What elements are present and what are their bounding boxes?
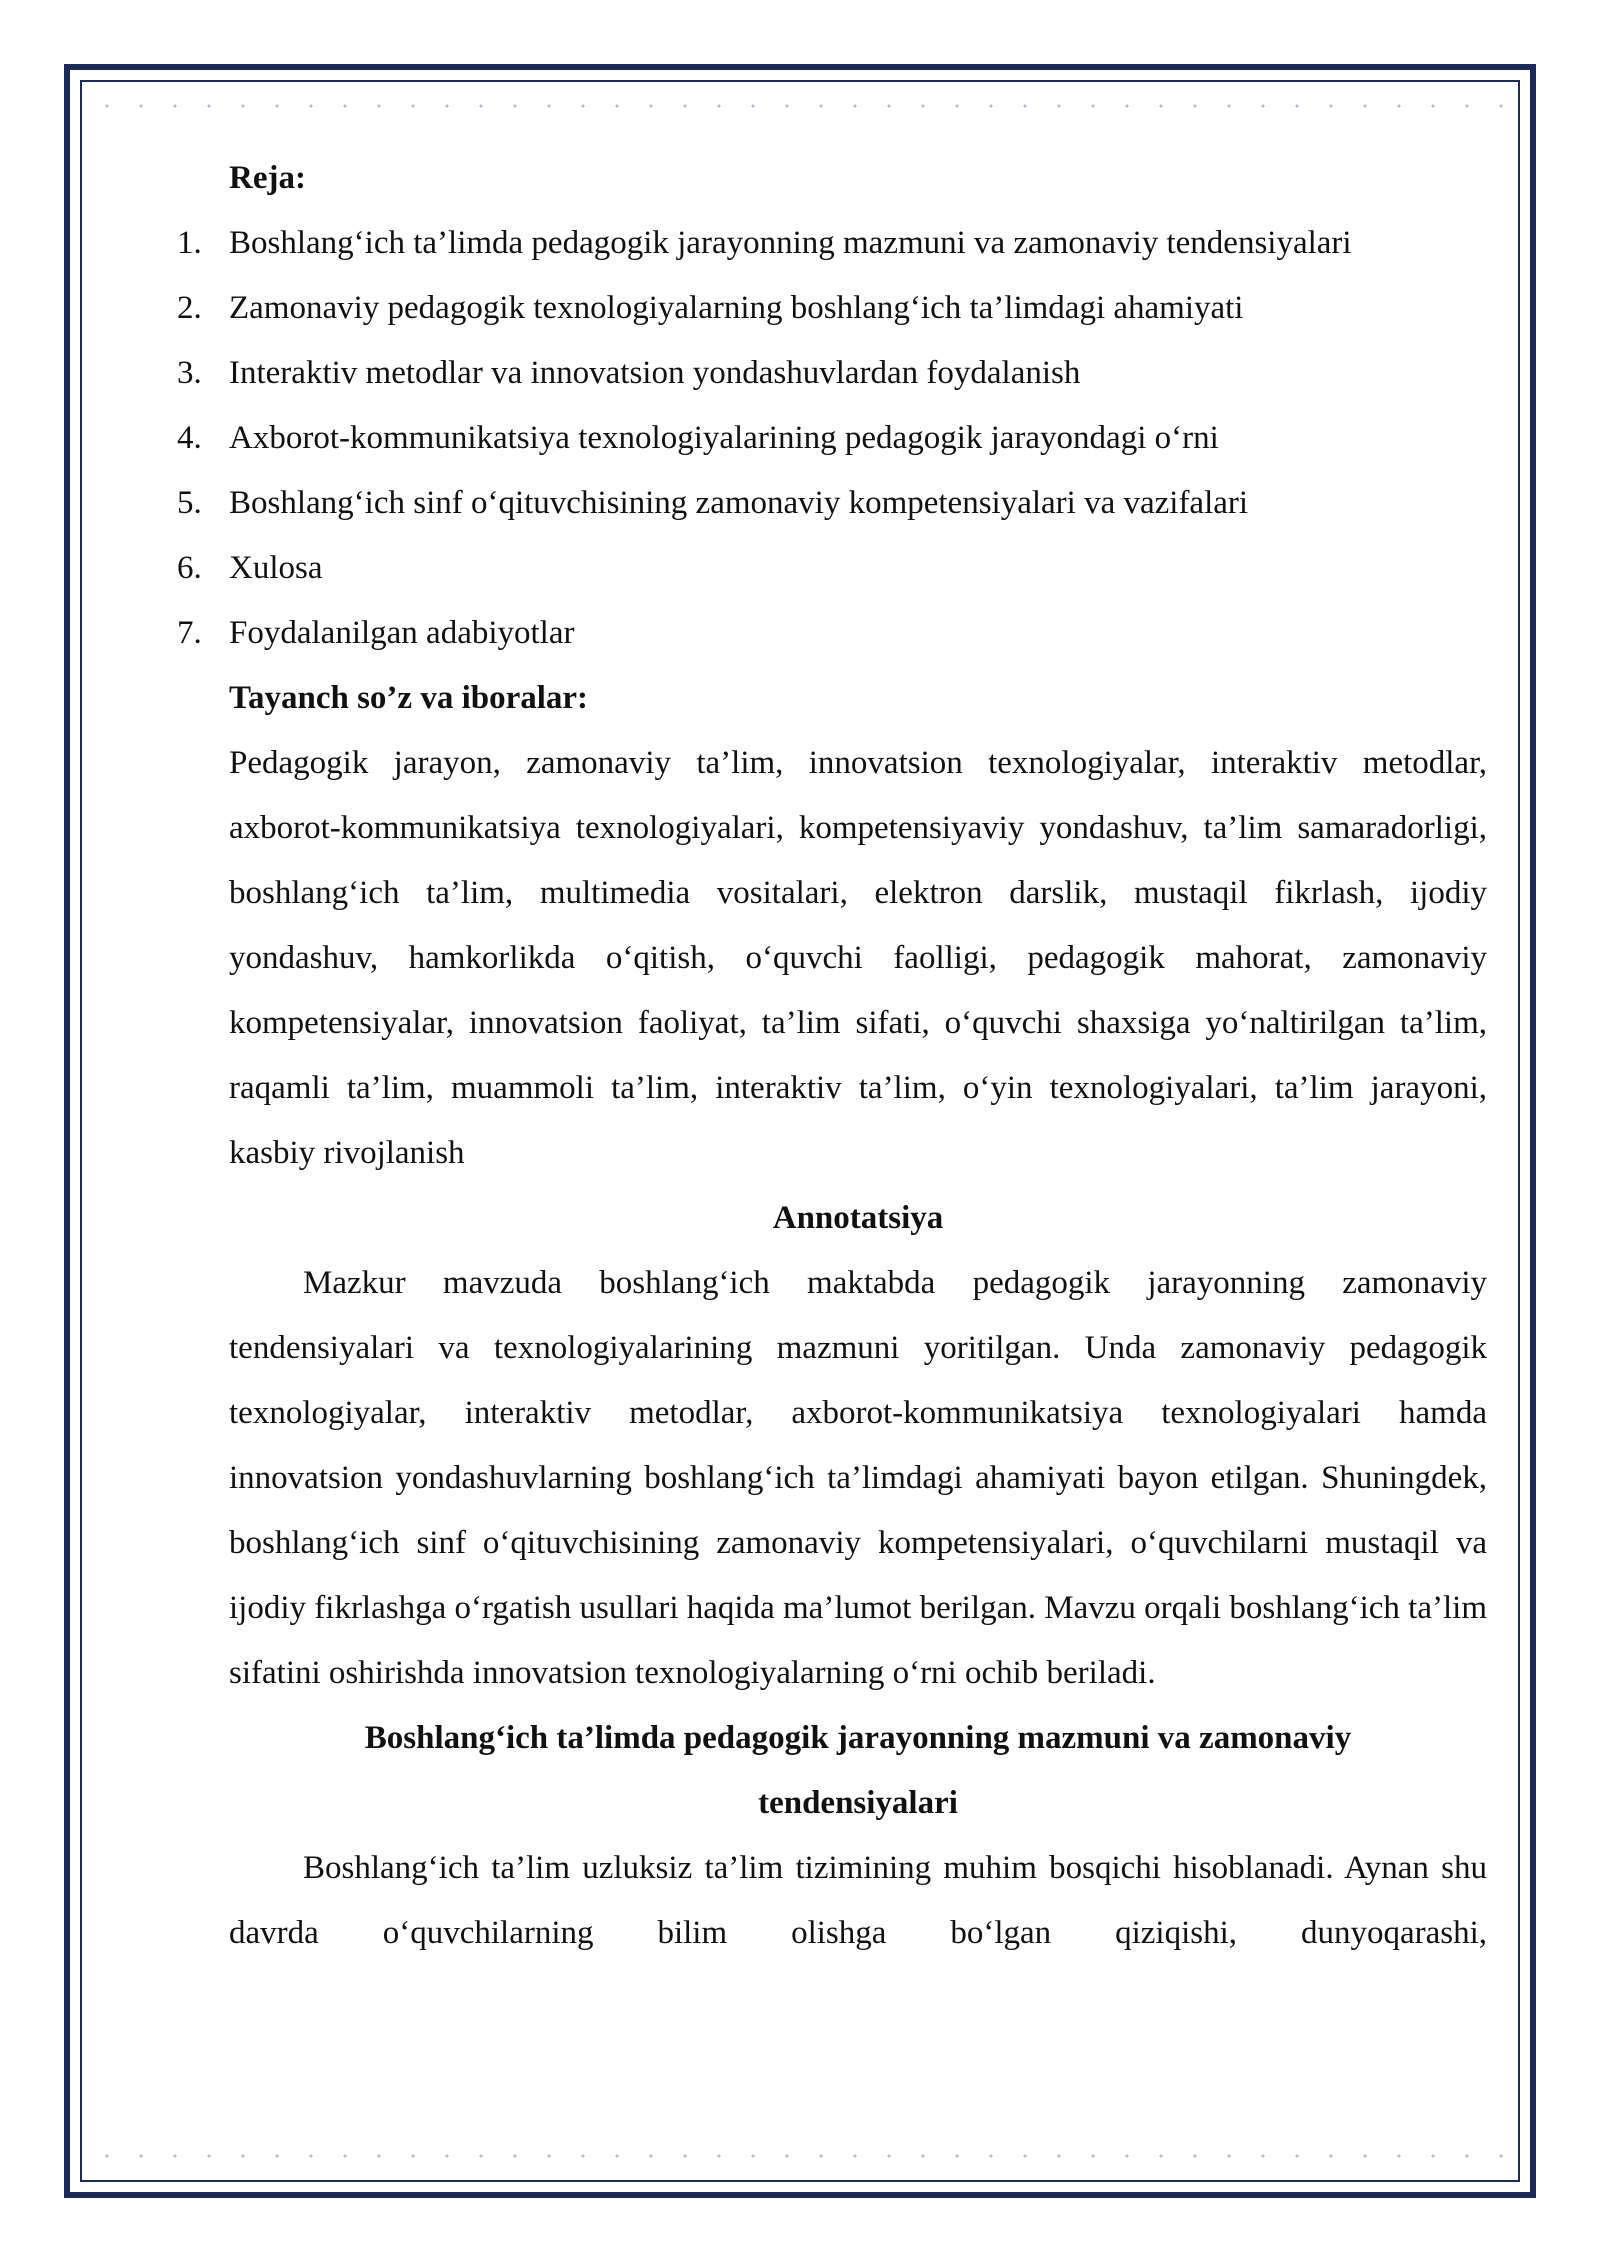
plan-item-text: Boshlang‘ich sinf o‘qituvchisining zamonaviy kompetensiyalari va vazifalari	[229, 485, 1249, 521]
plan-item-number: 5.	[177, 485, 202, 521]
plan-item-number: 3.	[177, 355, 202, 391]
section-title-line2: tendensiyalari	[758, 1785, 958, 1821]
plan-item	[177, 341, 1487, 406]
plan-item-text: Axborot-kommunikatsiya texnologiyalarining pedagogik jarayondagi o‘rni	[229, 420, 1219, 456]
section-title-line1: Boshlang‘ich ta’limda pedagogik jarayonning mazmuni va zamonaviy	[364, 1720, 1352, 1756]
plan-item	[177, 471, 1487, 536]
plan-list	[177, 211, 1487, 666]
plan-item-number: 4.	[177, 420, 202, 456]
plan-item	[177, 406, 1487, 471]
plan-item-number: 7.	[177, 615, 202, 651]
decorative-dot-row-bottom	[90, 2154, 1510, 2158]
plan-item	[177, 211, 1487, 276]
plan-item-number: 2.	[177, 290, 202, 326]
plan-item-text: Foydalanilgan adabiyotlar	[229, 615, 575, 651]
plan-item-text: Zamonaviy pedagogik texnologiyalarning boshlang‘ich ta’limdagi ahamiyati	[229, 290, 1244, 326]
decorative-dot-row-top	[90, 104, 1510, 108]
plan-heading: Reja:	[229, 160, 306, 196]
keywords-text: Pedagogik jarayon, zamonaviy ta’lim, innovatsion texnologiyalar, interaktiv metodlar, axborot-kommunikatsiya texnologiyalari, kompetensiyaviy yondashuv, ta’lim samaradorligi, boshlang‘ich ta’lim, multimedia vositalari, elektron darslik, mustaqil fikrlash, ijodiy yondashuv, hamkorlikda o‘qitish, o‘quvchi faolligi, pedagogik mahorat, zamonaviy kompetensiyalar, innovatsion faoliyat, ta’lim sifati, o‘quvchi shaxsiga yo‘naltirilgan ta’lim, raqamli ta’lim, muammoli ta’lim, interaktiv ta’lim, o‘yin texnologiyalari, ta’lim jarayoni, kasbiy rivojlanish	[229, 745, 1487, 1171]
keywords-heading: Tayanch so’z va iboralar:	[229, 680, 589, 716]
plan-item	[177, 536, 1487, 601]
plan-item-number: 1.	[177, 225, 202, 261]
plan-item-text: Boshlang‘ich ta’limda pedagogik jarayonning mazmuni va zamonaviy tendensiyalari	[229, 225, 1352, 261]
annotation-text: Mazkur mavzuda boshlang‘ich maktabda pedagogik jarayonning zamonaviy tendensiyalari va texnologiyalarining mazmuni yoritilgan. Unda zamonaviy pedagogik texnologiyalar, interaktiv metodlar, axborot-kommunikatsiya texnologiyalari hamda innovatsion yondashuvlarning boshlang‘ich ta’limdagi ahamiyati bayon etilgan. Shuningdek, boshlang‘ich sinf o‘qituvchisining zamonaviy kompetensiyalari, o‘quvchilarni mustaqil va ijodiy fikrlashga o‘rgatish usullari haqida ma’lumot berilgan. Mavzu orqali boshlang‘ich ta’lim sifatini oshirishda innovatsion texnologiyalarning o‘rni ochib beriladi.	[229, 1265, 1487, 1691]
plan-item-text: Xulosa	[229, 550, 323, 586]
annotation-heading: Annotatsiya	[772, 1200, 944, 1236]
plan-item-number: 6.	[177, 550, 202, 586]
plan-item-text: Interaktiv metodlar va innovatsion yondashuvlardan foydalanish	[229, 355, 1081, 391]
section-paragraph: Boshlang‘ich ta’lim uzluksiz ta’lim tizimining muhim bosqichi hisoblanadi. Aynan shu davrda o‘quvchilarning bilim olishga bo‘lgan qiziqishi, dunyoqarashi,	[229, 1850, 1487, 1951]
document-body	[177, 146, 1487, 1966]
plan-item	[177, 276, 1487, 341]
plan-item	[177, 601, 1487, 666]
